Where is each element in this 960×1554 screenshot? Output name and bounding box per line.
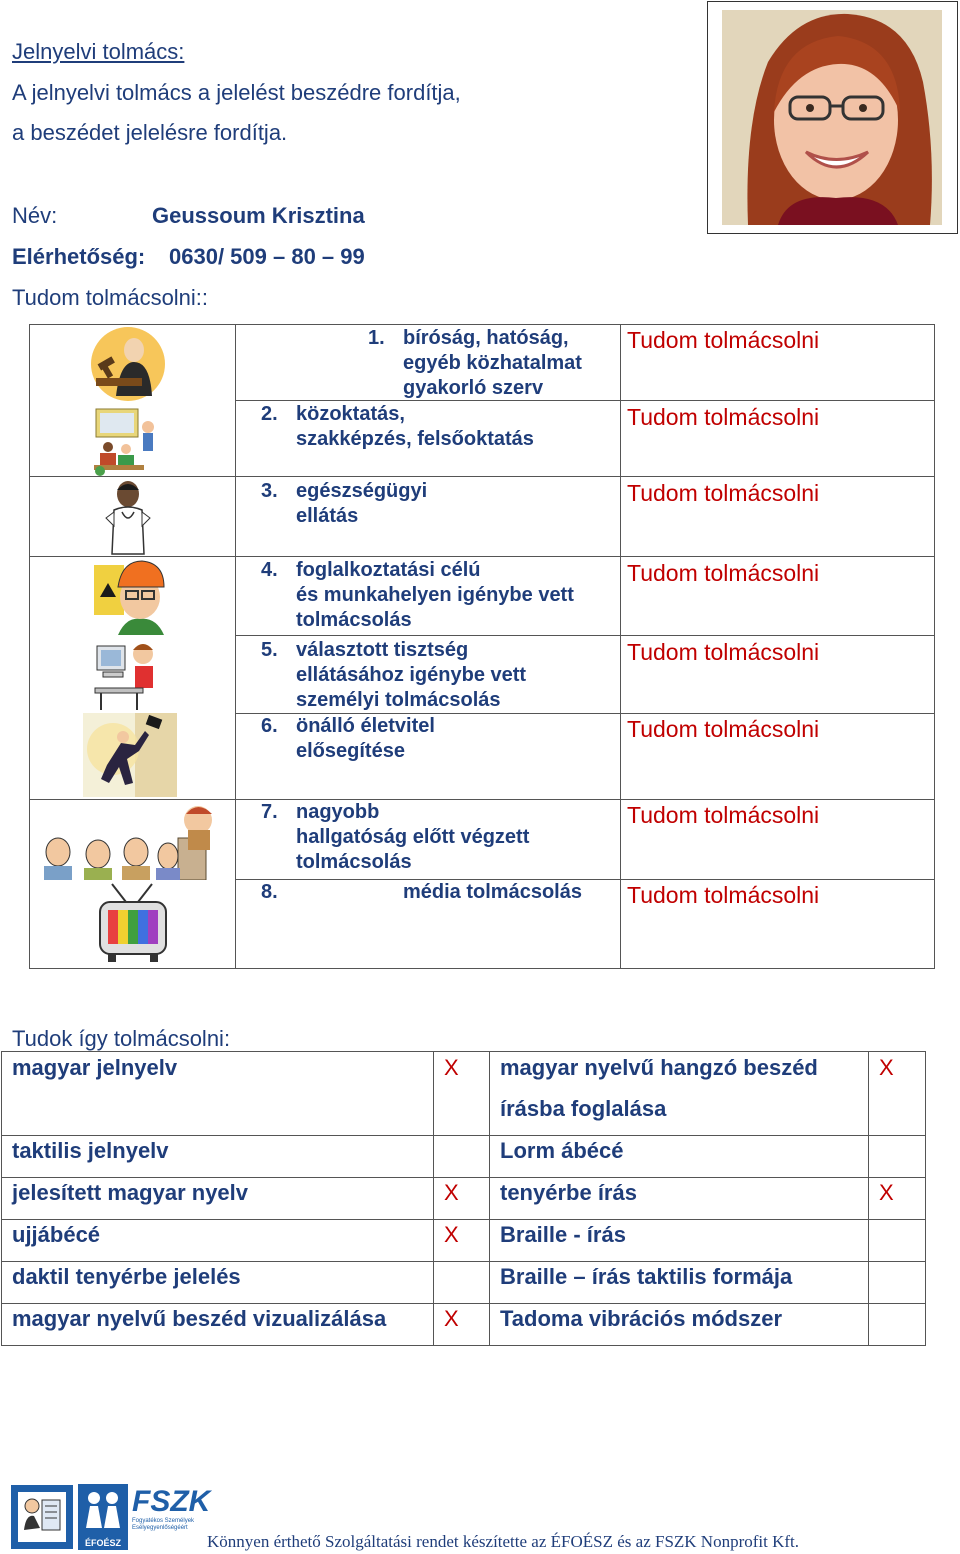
mode-left-mark: X — [444, 1180, 459, 1205]
service-label: közoktatás, szakképzés, felsőoktatás — [296, 403, 534, 450]
service-label: önálló életvitel elősegítése — [296, 715, 435, 762]
footer-credit: Könnyen érthető Szolgáltatási rendet készítette az ÉFOÉSZ és az FSZK Nonprofit Kft. — [207, 1532, 800, 1551]
fszk-logo — [132, 1485, 211, 1550]
service-number: 8. — [261, 881, 278, 903]
services-table-divider — [620, 325, 621, 968]
service-label: média tolmácsolás — [403, 881, 582, 903]
service-number: 4. — [261, 559, 278, 581]
services-intro-label: Tudom tolmácsolni:: — [12, 285, 209, 310]
service-number: 5. — [261, 639, 278, 661]
jumping-person-icon — [83, 713, 177, 797]
service-number: 6. — [261, 715, 278, 737]
services-table-rule — [235, 635, 934, 636]
efoesz-logo-icon — [78, 1484, 128, 1536]
mode-right: Braille - írás — [500, 1222, 626, 1247]
contact-value: 0630/ 509 – 80 – 99 — [169, 244, 365, 269]
fszk-logo-subtitle: Fogyatékos Személyek Esélyegyenlőségéért — [132, 1518, 195, 1531]
modes-table-rule — [2, 1177, 925, 1178]
mode-right: Tadoma vibrációs módszer — [500, 1306, 783, 1331]
modes-table-divider — [868, 1052, 869, 1345]
efoesz-logo — [78, 1484, 128, 1550]
doctor-icon — [100, 478, 156, 558]
fszk-logo-text: FSZK — [132, 1485, 211, 1518]
modes-table-rule — [2, 1219, 925, 1220]
service-status: Tudom tolmácsolni — [627, 404, 820, 430]
service-label: választott tisztség ellátásához igénybe vett személyi tolmácsolás — [296, 639, 527, 711]
television-icon — [96, 882, 170, 964]
services-table-rule — [235, 879, 934, 880]
mode-left-mark: X — [444, 1222, 459, 1247]
audience-icon — [40, 800, 218, 880]
portrait-frame — [707, 1, 958, 234]
mode-right: Braille – írás taktilis formája — [500, 1264, 793, 1289]
name-label: Név: — [12, 203, 58, 228]
service-status: Tudom tolmácsolni — [627, 639, 820, 665]
mode-left: ujjábécé — [12, 1222, 101, 1247]
mode-left: magyar nyelvű beszéd vizualizálása — [12, 1306, 387, 1331]
service-label: egészségügyi ellátás — [296, 480, 428, 527]
description-line-2: a beszédet jelelésre fordítja. — [12, 120, 288, 145]
mode-left: jelesített magyar nyelv — [12, 1180, 249, 1205]
services-table-rule — [235, 400, 934, 401]
modes-title: Tudok így tolmácsolni: — [12, 1026, 231, 1051]
mode-left: taktilis jelnyelv — [12, 1138, 169, 1163]
mode-right-line2: írásba foglalása — [500, 1096, 667, 1121]
services-table-divider — [235, 325, 236, 968]
portrait-photo — [708, 2, 956, 232]
service-number: 3. — [261, 480, 278, 502]
mode-left: magyar jelnyelv — [12, 1055, 178, 1080]
modes-table-rule — [2, 1303, 925, 1304]
mode-left: daktil tenyérbe jelelés — [12, 1264, 241, 1289]
efoesz-logo-text: ÉFOÉSZ — [84, 1538, 121, 1548]
service-label: bíróság, hatóság, egyéb közhatalmat gyakorló szerv — [403, 327, 582, 399]
mode-left-mark: X — [444, 1306, 459, 1331]
service-status: Tudom tolmácsolni — [627, 882, 820, 908]
mode-right-mark: X — [879, 1180, 894, 1205]
service-number: 1. — [368, 327, 385, 349]
modes-table-divider — [489, 1052, 490, 1345]
worker-icon — [88, 557, 172, 637]
easy-read-logo-icon — [10, 1484, 74, 1550]
service-status: Tudom tolmácsolni — [627, 327, 820, 353]
service-label: nagyobb hallgatóság előtt végzett tolmácsolás — [296, 801, 530, 873]
classroom-icon — [86, 403, 170, 477]
mode-right-mark: X — [879, 1055, 894, 1080]
service-status: Tudom tolmácsolni — [627, 480, 820, 506]
contact-label: Elérhetőség: — [12, 244, 146, 269]
mode-right: Lorm ábécé — [500, 1138, 624, 1163]
description-line-1: A jelnyelvi tolmács a jelelést beszédre fordítja, — [12, 80, 461, 105]
modes-table-divider — [433, 1052, 434, 1345]
computer-user-icon — [93, 636, 165, 712]
mode-left-mark: X — [444, 1055, 459, 1080]
mode-right: tenyérbe írás — [500, 1180, 637, 1205]
modes-table-rule — [2, 1261, 925, 1262]
modes-table-rule — [2, 1135, 925, 1136]
page-title: Jelnyelvi tolmács: — [12, 39, 185, 64]
service-number: 2. — [261, 403, 278, 425]
service-number: 7. — [261, 801, 278, 823]
service-label: foglalkoztatási célú és munkahelyen igénybe vett tolmácsolás — [296, 559, 574, 631]
judge-icon — [86, 326, 170, 402]
service-status: Tudom tolmácsolni — [627, 716, 820, 742]
name-value: Geussoum Krisztina — [152, 203, 365, 228]
mode-right: magyar nyelvű hangzó beszéd — [500, 1055, 818, 1080]
service-status: Tudom tolmácsolni — [627, 802, 820, 828]
service-status: Tudom tolmácsolni — [627, 560, 820, 586]
